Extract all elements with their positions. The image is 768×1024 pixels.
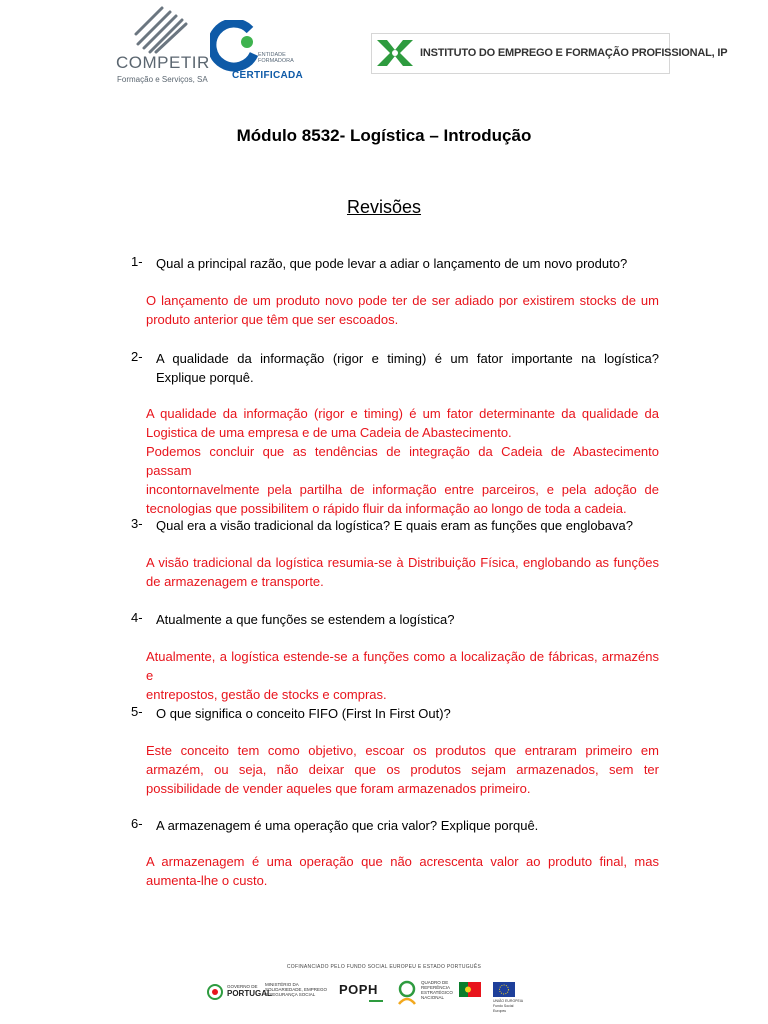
eu-label: UNIÃO EUROPEIA Fundo Social Europeu (493, 999, 523, 1013)
section-heading-text: Revisões (346, 197, 422, 217)
ministry-name: MINISTÉRIO DA SOLIDARIEDADE, EMPREGO E SEGURANÇA SOCIAL (265, 982, 328, 997)
competir-stripes-icon (132, 4, 188, 54)
question-text (156, 704, 659, 723)
qren-mark-icon (395, 980, 419, 1006)
answer-line: Este conceito tem como objetivo, escoar os produtos que entraram primeiro em (146, 743, 659, 758)
question-line: Atualmente a que funções se estendem a logística? (156, 612, 455, 627)
question-line: A qualidade da informação (rigor e timing) é um fator importante na logística? (156, 351, 659, 366)
eu-flag-icon (493, 982, 515, 997)
question-line: Qual a principal razão, que pode levar a adiar o lançamento de um novo produto? (156, 256, 628, 271)
answer-line: A armazenagem é uma operação que não acrescenta valor ao produto final, mas (146, 854, 659, 869)
document-title: Módulo 8532- Logística – Introdução (236, 126, 532, 145)
poph-logo (339, 974, 389, 1008)
answer-text (146, 741, 659, 798)
question-text (156, 816, 659, 835)
government-big: PORTUGAL (227, 989, 272, 998)
answer-line: entrepostos, gestão de stocks e compras. (146, 687, 387, 702)
question-text (156, 516, 659, 535)
question-line: A armazenagem é uma operação que cria valor? Explique porquê. (156, 818, 539, 833)
qren-label: QUADRO DE REFERÊNCIA ESTRATÉGICO NACIONAL (421, 980, 453, 1000)
portugal-emblem-icon (207, 984, 223, 1000)
answer-text (146, 404, 659, 518)
answer-line: armazém, ou seja, não deixar que os produtos sejam armazenados, sem ter (146, 762, 659, 777)
answer-text (146, 291, 659, 329)
qren-logo (395, 974, 455, 1008)
answer-text (146, 852, 659, 890)
question-number: 3- (131, 516, 143, 531)
certification-word: CERTIFICADA (232, 70, 304, 81)
portugal-flag-icon (459, 982, 481, 997)
competir-subtitle: Formação e Serviços, SA (117, 75, 208, 84)
portuguese-flag (459, 974, 485, 1008)
competir-name: COMPETIR (116, 53, 210, 72)
answer-text (146, 647, 659, 704)
footer-logos (205, 974, 525, 1013)
answer-line: incontornavelmente pela partilha de informação entre parceiros, e pela adoção de (146, 482, 659, 497)
iefp-logo (371, 33, 728, 74)
answer-line: Logistica de uma empresa e de uma Cadeia de Abastecimento. (146, 425, 512, 440)
question-line: O que significa o conceito FIFO (First In First Out)? (156, 706, 451, 721)
answer-line: A visão tradicional da logística resumia-se à Distribuição Física, englobando as funções (146, 555, 659, 570)
iefp-mark-icon (375, 36, 415, 70)
answer-line: produto anterior que têm que ser escoados. (146, 312, 399, 327)
question-text (156, 254, 659, 273)
question-text (156, 610, 659, 629)
certification-seal-icon (210, 20, 262, 72)
answer-line: de armazenagem e transporte. (146, 574, 324, 589)
question-line: Explique porquê. (156, 370, 254, 385)
question-number: 2- (131, 349, 143, 364)
question-number: 1- (131, 254, 143, 269)
answer-line: possibilidade de vender aqueles que foram armazenados primeiro. (146, 781, 531, 796)
answer-line: A qualidade da informação (rigor e timing) é um fator determinante da qualidade da (146, 406, 659, 421)
poph-text: POPH (339, 982, 378, 997)
section-heading (0, 197, 768, 218)
competir-logo (114, 4, 210, 86)
government-logo (205, 974, 328, 1008)
iefp-name: INSTITUTO DO EMPREGO E FORMAÇÃO PROFISSIONAL, IP (420, 47, 728, 59)
cofinancing-note: COFINANCIADO PELO FUNDO SOCIAL EUROPEU E ESTADO PORTUGUÊS (286, 964, 482, 970)
question-number: 5- (131, 704, 143, 719)
answer-text (146, 553, 659, 591)
certified-entity-logo (210, 20, 304, 81)
answer-line: tecnologias que possibilitem o rápido fluir da informação ao longo de toda a cadeia. (146, 501, 627, 516)
answer-line: Atualmente, a logística estende-se a funções como a localização de fábricas, armazéns e (146, 649, 659, 683)
answer-line: Podemos concluir que as tendências de integração da Cadeia de Abastecimento passam (146, 444, 659, 478)
question-text (156, 349, 659, 387)
government-small: GOVERNO DE (227, 984, 258, 989)
answer-line: aumenta-lhe o custo. (146, 873, 268, 888)
question-line: Qual era a visão tradicional da logística? E quais eram as funções que englobava? (156, 518, 633, 533)
certification-small-text: ENTIDADE FORMADORA (258, 52, 294, 64)
question-number: 6- (131, 816, 143, 831)
eu-logo (493, 974, 525, 1013)
answer-line: O lançamento de um produto novo pode ter de ser adiado por existirem stocks de um (146, 293, 659, 308)
question-number: 4- (131, 610, 143, 625)
poph-underline (369, 1000, 383, 1002)
